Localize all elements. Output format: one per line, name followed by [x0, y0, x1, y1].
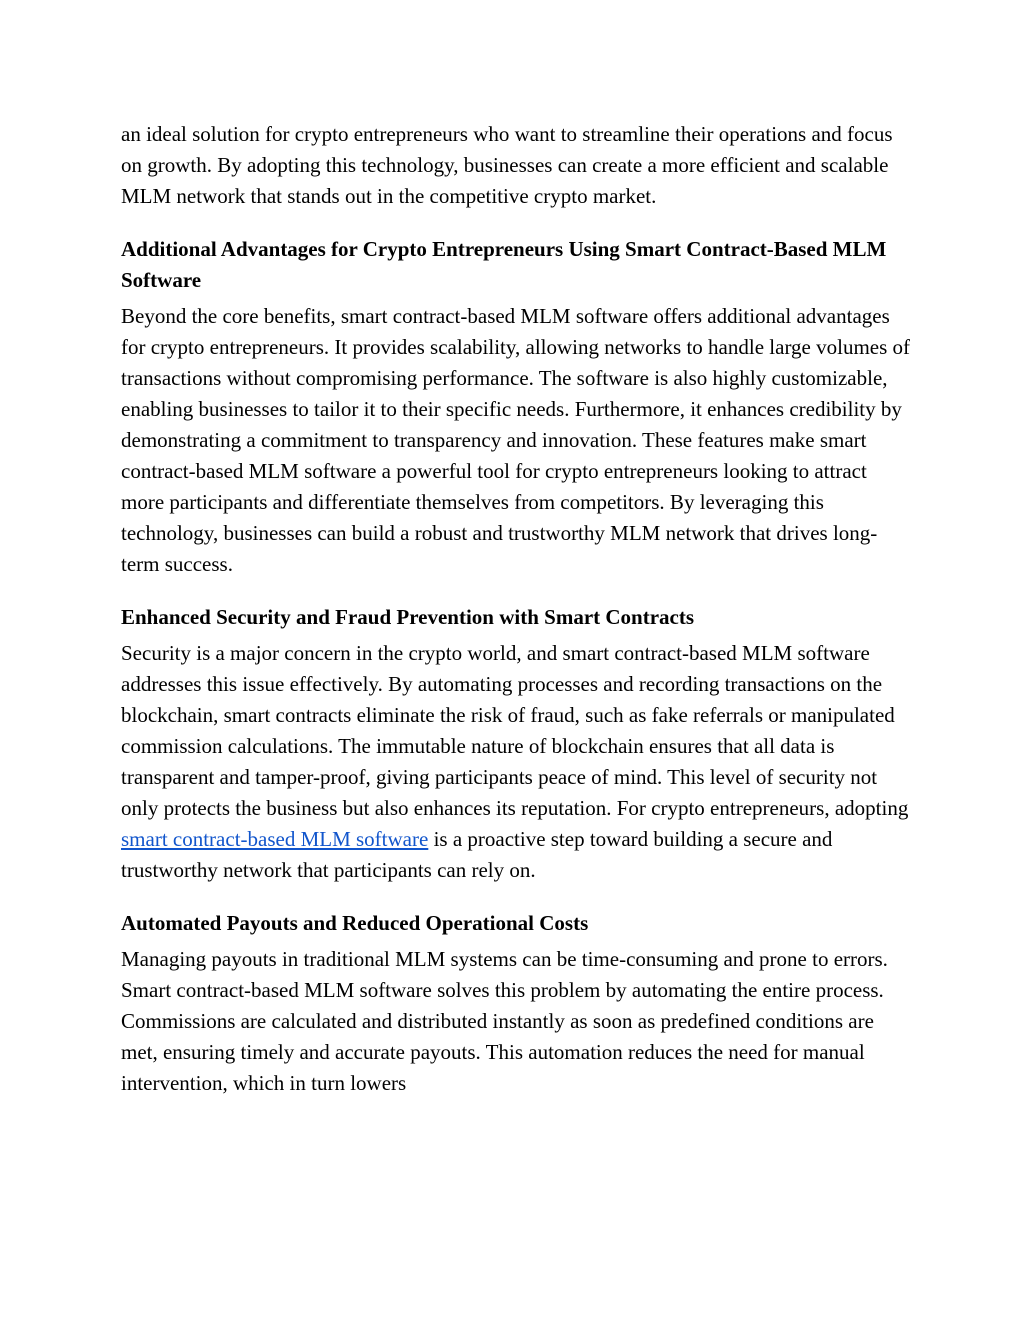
section-heading-additional-advantages: Additional Advantages for Crypto Entrepreneurs Using Smart Contract-Based MLM Software: [121, 237, 887, 292]
document-page: [121, 119, 911, 1099]
section-heading-enhanced-security: Enhanced Security and Fraud Prevention with Smart Contracts: [121, 605, 695, 629]
smart-contract-mlm-software-link[interactable]: smart contract-based MLM software: [121, 827, 429, 851]
security-body-text-start: Security is a major concern in the crypto world, and smart contract-based MLM software addresses this issue effectively. By automating processes and recording transactions on the blockchain, smart contracts eliminate the risk of fraud, such as fake referrals or manipulated commission calculations. The immutable nature of blockchain ensures that all data is transparent and tamper-proof, giving participants peace of mind. This level of security not only protects the business but also enhances its reputation. For crypto entrepreneurs, adopting: [121, 641, 909, 820]
section-body-automated-payouts: Managing payouts in traditional MLM systems can be time-consuming and prone to errors. Smart contract-based MLM software solves this problem by automating the entire process. Commissions are calculated and distributed instantly as soon as predefined conditions are met, ensuring timely and accurate payouts. This automation reduces the need for manual intervention, which in turn lowers: [121, 947, 888, 1095]
section-body-additional-advantages: Beyond the core benefits, smart contract-based MLM software offers additional advantages for crypto entrepreneurs. It provides scalability, allowing networks to handle large volumes of transactions without compromising performance. The software is also highly customizable, enabling businesses to tailor it to their specific needs. Furthermore, it enhances credibility by demonstrating a commitment to transparency and innovation. These features make smart contract-based MLM software a powerful tool for crypto entrepreneurs looking to attract more participants and differentiate themselves from competitors. By leveraging this technology, businesses can build a robust and trustworthy MLM network that drives long-term success.: [121, 304, 911, 576]
security-body-text-end: is a proactive step toward building a secure and trustworthy network that participants can rely on.: [121, 827, 833, 882]
intro-paragraph: an ideal solution for crypto entrepreneurs who want to streamline their operations and focus on growth. By adopting this technology, businesses can create a more efficient and scalable MLM network that stands out in the competitive crypto market.: [121, 122, 893, 208]
section-heading-automated-payouts: Automated Payouts and Reduced Operational Costs: [121, 911, 589, 935]
section-body-enhanced-security: [121, 638, 911, 886]
